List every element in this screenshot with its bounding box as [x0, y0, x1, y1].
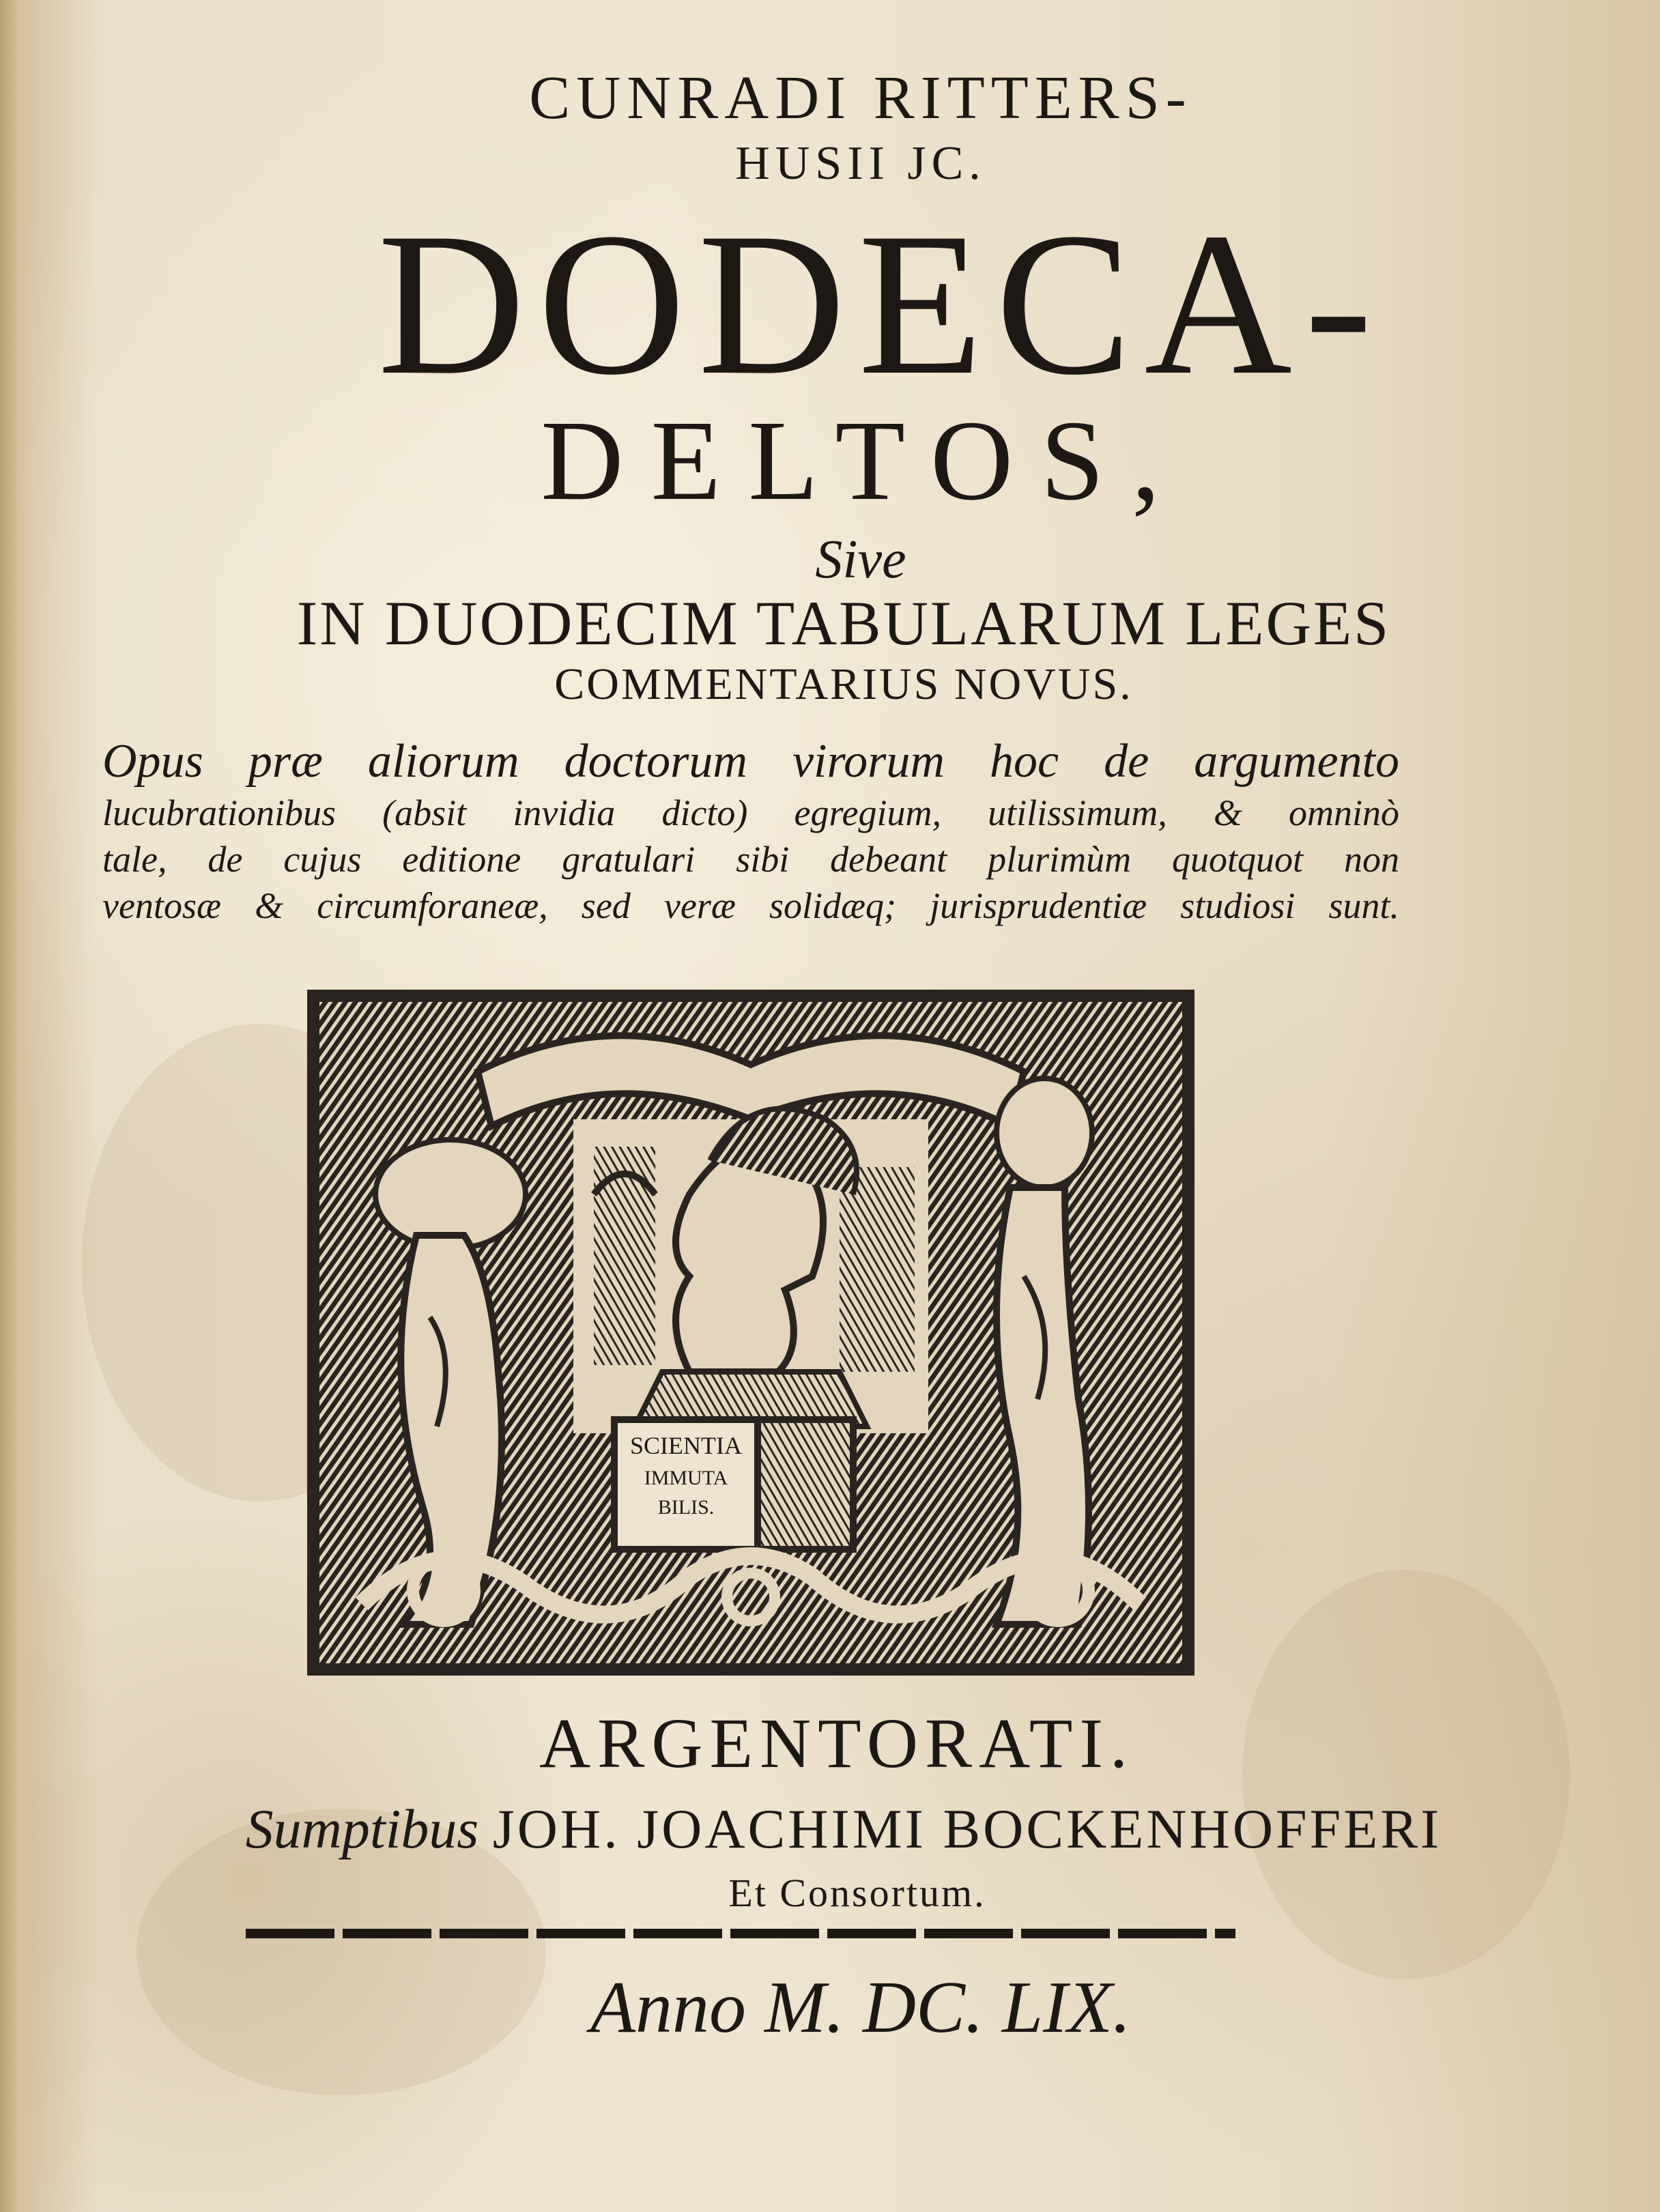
emblem-motto-line: IMMUTA — [644, 1467, 728, 1489]
publisher-suffix: Et Consortum. — [728, 1871, 986, 1915]
publisher-prefix: Sumptibus — [245, 1798, 479, 1860]
subtitle-line-1: IN DUODECIM TABULARUM LEGES — [296, 588, 1391, 658]
decorative-rule — [246, 1929, 1235, 1938]
book-title-line-1: DODECA- — [377, 190, 1385, 417]
subtitle-line-2: COMMENTARIUS NOVUS. — [554, 659, 1133, 709]
emblem-motto-line: BILIS. — [657, 1496, 715, 1519]
author-line-2: HUSII JC. — [735, 137, 986, 190]
description-paragraph — [102, 734, 1399, 929]
publisher-line — [0, 1797, 1660, 1861]
author-line-1: CUNRADI RITTERS- — [529, 64, 1192, 132]
woodcut-illustration — [307, 990, 1194, 1676]
publisher-name: JOH. JOACHIMI BOCKENHOFFERI — [492, 1798, 1442, 1860]
description-line: tale, de cujus editione gratulari sibi debeant plurimùm quotquot non — [102, 839, 1399, 880]
emblem-motto-line: SCIENTIA — [630, 1432, 742, 1459]
imprint-city: ARGENTORATI. — [539, 1704, 1135, 1783]
printer-device-woodcut — [307, 990, 1194, 1676]
description-line: lucubrationibus (absit invidia dicto) egregium, utilissimum, & omninò — [102, 792, 1399, 833]
imprint-year: Anno M. DC. LIX. — [590, 1967, 1131, 2048]
description-line: ventosæ & circumforaneæ, sed veræ solidæq; jurisprudentiæ studiosi sunt. — [102, 885, 1399, 926]
conjunction: Sive — [815, 530, 906, 590]
book-title-line-2: DELTOS, — [541, 397, 1188, 524]
description-line: Opus præ aliorum doctorum virorum hoc de argumento — [102, 735, 1399, 788]
